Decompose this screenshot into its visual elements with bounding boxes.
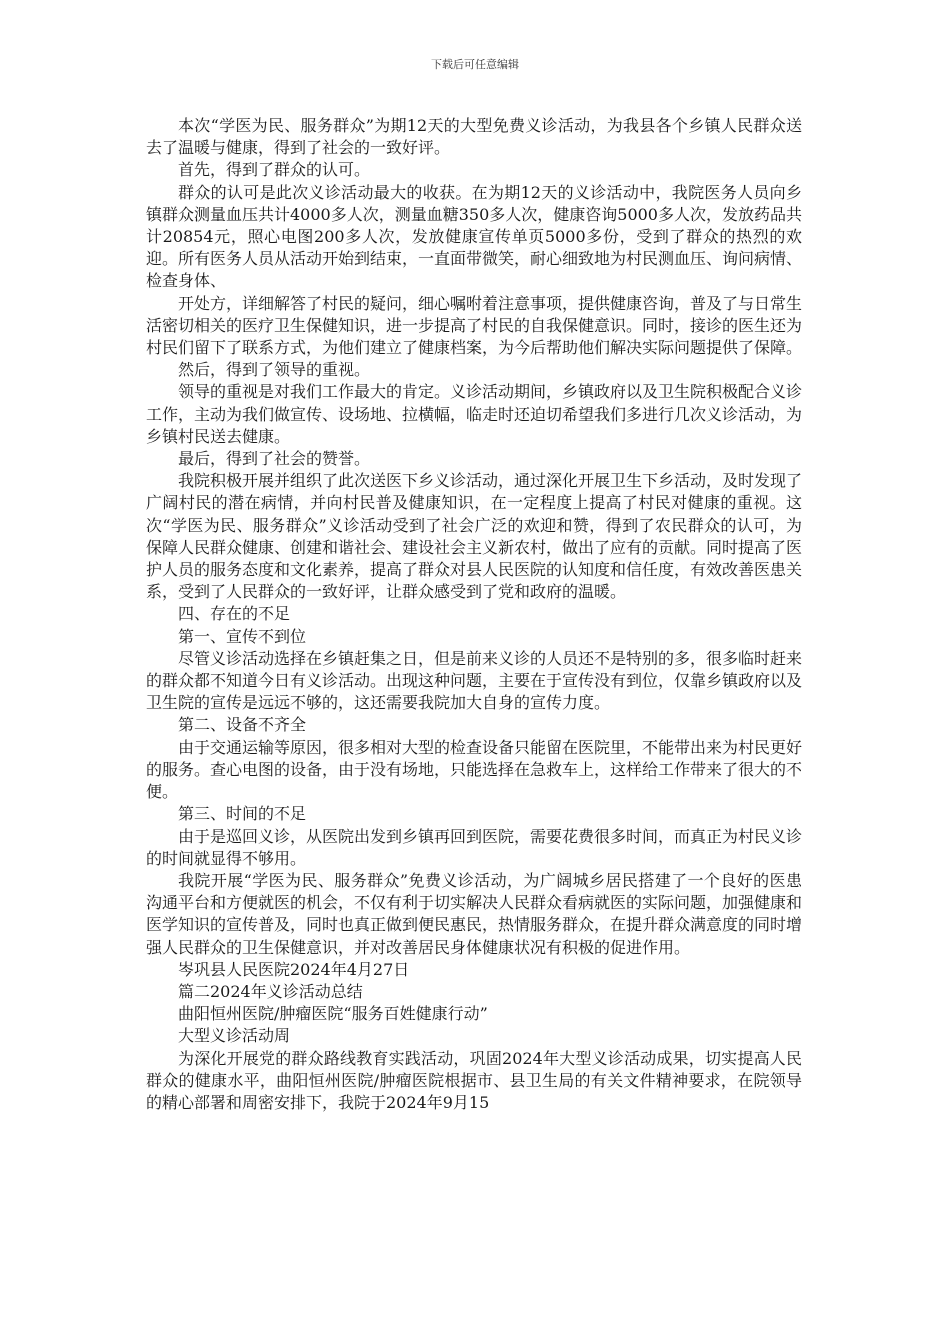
paragraph: 领导的重视是对我们工作最大的肯定。义诊活动期间，乡镇政府以及卫生院积极配合义诊工作，主动为我们做宣传、设场地、拉横幅，临走时还迫切希望我们多进行几次义诊活动，为乡镇村民送去健康。: [146, 382, 803, 446]
paragraph: 我院开展“学医为民、服务群众”免费义诊活动，为广阔城乡居民搭建了一个良好的医患沟通平台和方便就医的机会，不仅有利于切实解决人民群众看病就医的实际问题，加强健康和医学知识的宣传普及，同时也真正做到便民惠民，热情服务群众，在提升群众满意度的同时增强人民群众的卫生保健意识，并对改善居民身体健康状况有积极的促进作用。: [146, 870, 803, 957]
article-title: 篇二2024年义诊活动总结: [178, 981, 363, 1001]
article-subtitle: 曲阳恒州医院/肿瘤医院“服务百姓健康行动”: [178, 1004, 488, 1024]
paragraph: 由于交通运输等原因，很多相对大型的检查设备只能留在医院里，不能带出来为村民更好的服务。查心电图的设备，由于没有场地，只能选择在急救车上，这样给工作带来了很大的不便。: [146, 737, 803, 802]
subsection-heading: 第三、时间的不足: [178, 804, 307, 824]
subsection-heading: 第一、宣传不到位: [178, 626, 307, 646]
paragraph: 最后，得到了社会的赞誉。: [178, 449, 371, 469]
document-body: [146, 115, 802, 1114]
paragraph: 尽管义诊活动选择在乡镇赶集之日，但是前来义诊的人员还不是特别的多，很多临时赶来的群众都不知道今日有义诊活动。出现这种问题，主要在于宣传没有到位，仅靠乡镇政府以及卫生院的宣传是远远不够的，这还需要我院加大自身的宣传力度。: [146, 648, 803, 713]
paragraph: 我院积极开展并组织了此次送医下乡义诊活动，通过深化开展卫生下乡活动，及时发现了广阔村民的潜在病情，并向村民普及健康知识，在一定程度上提高了村民对健康的重视。这次“学医为民、服务群众”义诊活动受到了社会广泛的欢迎和赞，得到了农民群众的认可，为保障人民群众健康、创建和谐社会、建设社会主义新农村，做出了应有的贡献。同时提高了医护人员的服务态度和文化素养，提高了群众对县人民医院的认知度和信任度，有效改善医患关系，受到了人民群众的一致好评，让群众感受到了党和政府的温暖。: [146, 471, 803, 602]
article-subtitle: 大型义诊活动周: [178, 1026, 291, 1046]
page-header-note: 下载后可任意编辑: [431, 58, 519, 71]
paragraph: 开处方，详细解答了村民的疑问，细心嘱咐着注意事项，提供健康咨询，普及了与日常生活密切相关的医疗卫生保健知识，进一步提高了村民的自我保健意识。同时，接诊的医生还为村民们留下了联系方式，为他们建立了健康档案，为今后帮助他们解决实际问题提供了保障。: [146, 293, 803, 358]
subsection-heading: 第二、设备不齐全: [178, 715, 307, 735]
paragraph: 然后，得到了领导的重视。: [178, 360, 371, 380]
paragraph: 群众的认可是此次义诊活动最大的收获。在为期12天的义诊活动中，我院医务人员向乡镇群众测量血压共计4000多人次，测量血糖350多人次，健康咨询5000多人次，发放药品共计20854元，照心电图200多人次，发放健康宣传单页5000多份，受到了群众的热烈的欢迎。所有医务人员从活动开始到结束，一直面带微笑，耐心细致地为村民测血压、询问病情、检查身体、: [146, 182, 803, 291]
paragraph: 由于是巡回义诊，从医院出发到乡镇再回到医院，需要花费很多时间，而真正为村民义诊的时间就显得不够用。: [146, 826, 803, 868]
signature-date: 岑巩县人民医院2024年4月27日: [178, 959, 410, 979]
section-heading: 四、存在的不足: [178, 604, 291, 624]
paragraph: 首先，得到了群众的认可。: [178, 160, 371, 180]
paragraph: 为深化开展党的群众路线教育实践活动，巩固2024年大型义诊活动成果，切实提高人民群众的健康水平，曲阳恒州医院/肿瘤医院根据市、县卫生局的有关文件精神要求，在院领导的精心部署和周密安排下，我院于2024年9月15: [146, 1048, 802, 1112]
paragraph: 本次“学医为民、服务群众”为期12天的大型免费义诊活动，为我县各个乡镇人民群众送去了温暖与健康，得到了社会的一致好评。: [146, 116, 802, 158]
